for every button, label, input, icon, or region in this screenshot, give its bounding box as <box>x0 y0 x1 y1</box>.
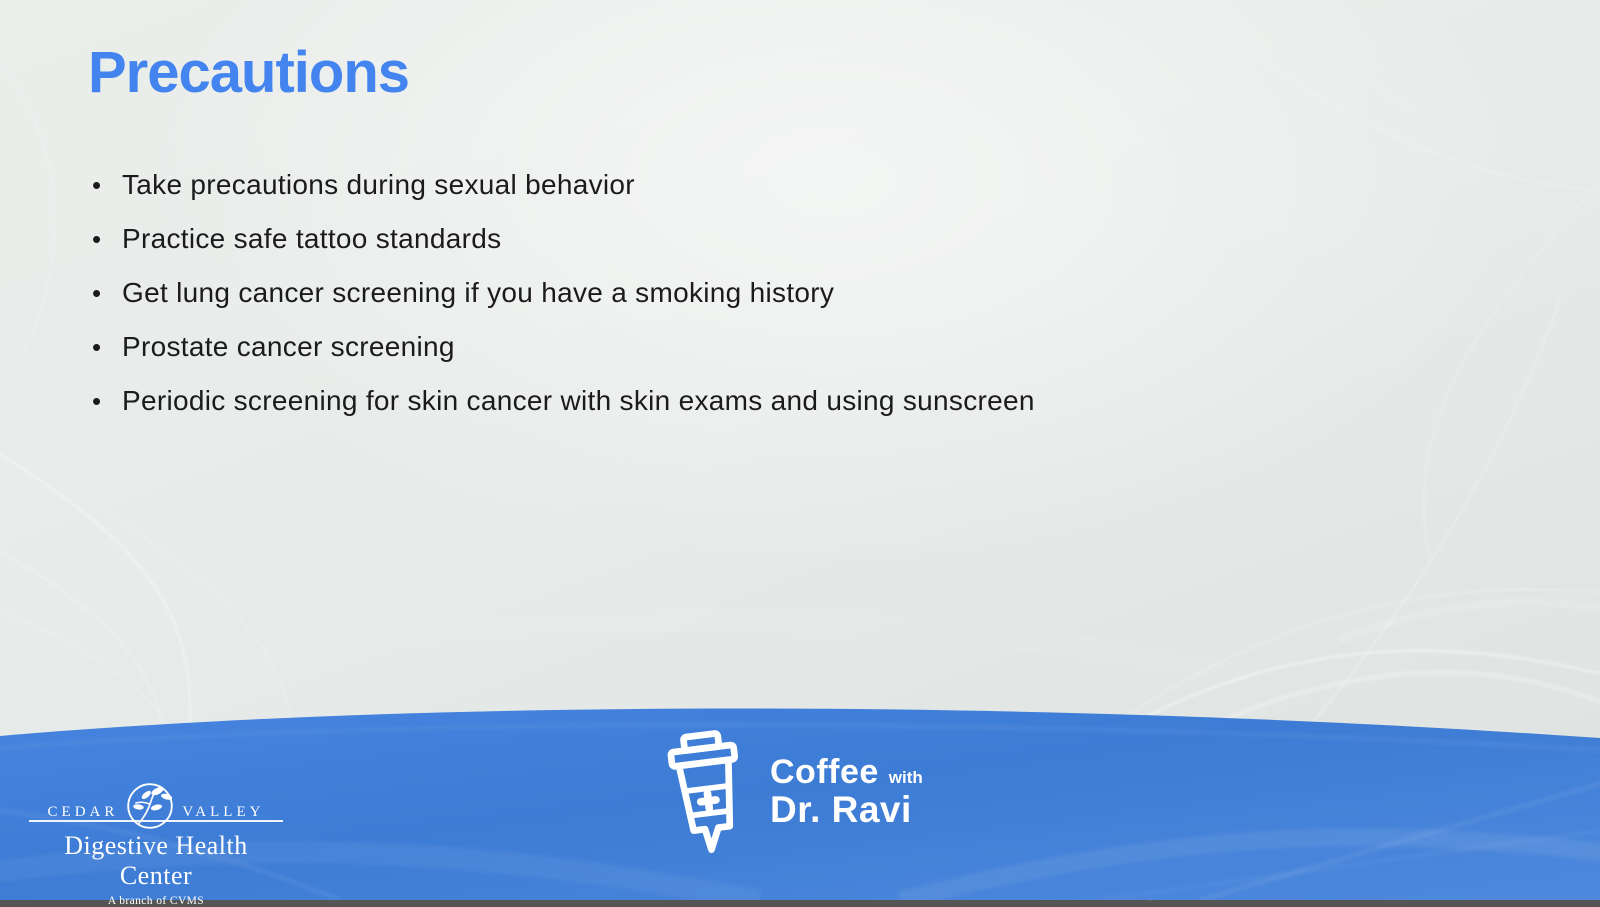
bullet-text: Get lung cancer screening if you have a smoking history <box>122 277 835 308</box>
bullet-text: Practice safe tattoo standards <box>122 223 502 254</box>
bullet-text: Periodic screening for skin cancer with skin exams and using sunscreen <box>122 385 1035 416</box>
clinic-logo-top-row <box>25 776 287 830</box>
bullet-marker: • <box>92 224 102 254</box>
clinic-logo <box>25 776 287 907</box>
cedar-tree-icon <box>126 782 174 830</box>
bullet-item <box>92 276 1035 310</box>
show-logo-text <box>770 753 923 865</box>
show-host-name: Dr. Ravi <box>770 789 912 830</box>
show-logo <box>660 731 923 865</box>
bullet-text: Take precautions during sexual behavior <box>122 169 635 200</box>
clinic-name-main: Digestive Health Center <box>64 831 248 890</box>
clinic-tagline: A branch of CVMS <box>107 895 205 907</box>
clinic-name-right: VALLEY <box>182 804 265 820</box>
bullet-marker: • <box>92 170 102 200</box>
bullet-marker: • <box>92 332 102 362</box>
clinic-name-left: CEDAR <box>47 804 119 820</box>
bullet-marker: • <box>92 386 102 416</box>
bullet-item <box>92 168 1035 202</box>
bullet-marker: • <box>92 278 102 308</box>
coffee-cup-icon <box>652 726 764 871</box>
slide-title: Precautions <box>88 40 409 105</box>
bullet-list <box>92 168 1035 438</box>
bullet-item <box>92 330 1035 364</box>
bullet-item <box>92 222 1035 256</box>
bullet-text: Prostate cancer screening <box>122 331 455 362</box>
bullet-item <box>92 384 1035 418</box>
show-title-word: Coffee <box>770 753 879 791</box>
show-title-connector: with <box>888 768 923 787</box>
